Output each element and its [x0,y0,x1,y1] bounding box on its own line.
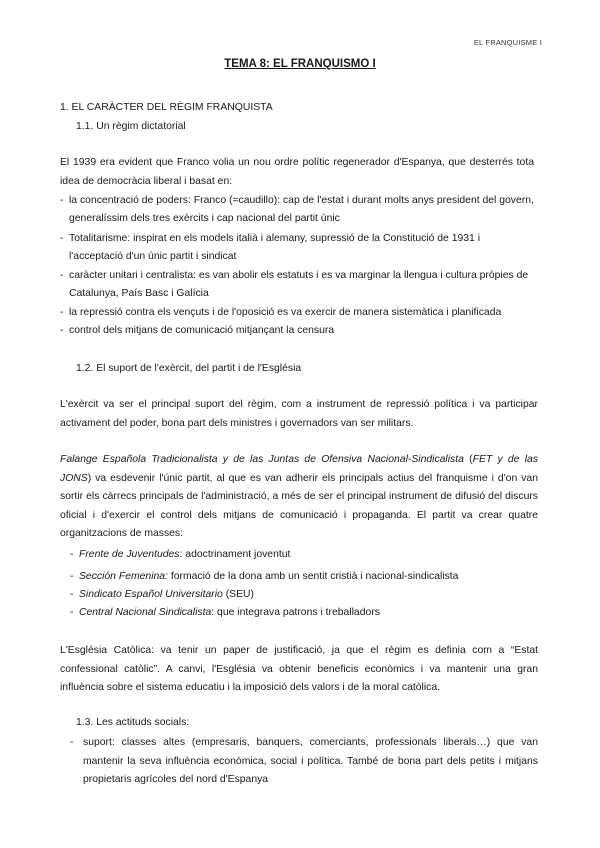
church-paragraph: L'Església Catòlica: va tenir un paper de justificació, ja que el règim es definia com a “Estat confessional catòlic”. A canvi, l'Església va obtenir beneficis econòmics i va mantenir una gran influència sobre el sistema educatiu i la imposició dels valors i de la moral catòlica. [60,645,538,693]
subsection-heading-1-3: 1.3. Les actituds socials: [76,717,190,728]
subsection-heading-1-1: 1.1. Un règim dictatorial [76,121,186,132]
page-title: TEMA 8: EL FRANQUISMO I [224,58,376,70]
paren: ( [463,454,473,465]
list-item: - Central Nacional Sindicalista: que integrava patrons i treballadors [70,607,380,618]
army-paragraph: L'exèrcit va ser el principal suport del règim, com a instrument de repressió política i va participar activament del poder, bona part dels ministres i governadors van ser militars. [60,399,538,429]
list-item-text: la concentració de poders: Franco (=caudillo): cap de l'estat i durant molts anys president del govern, generalíssim dels tres exèrcits i cap nacional del partit únic [69,195,534,224]
list-item: - Totalitarisme: inspirat en els models italià i alemany, supressió de la Constitució de 1931 i l'acceptació d'un únic partit i sindicat [60,230,534,266]
running-header: EL FRANQUISME I [473,38,542,47]
list-item: - caràcter unitari i centralista: es van abolir els estatuts i es va marginar la llengua i cultura pròpies de Catalunya, País Basc i Galícia [60,267,538,303]
list-item-text: caràcter unitari i centralista: es van abolir els estatuts i es va marginar la llengua i cultura pròpies de Catalunya, País Basc i Galícia [69,270,529,299]
falange-paragraph [60,451,538,544]
falange-name: Falange Española Tradicionalista y de las Juntas de Ofensiva Nacional-Sindicalista [60,454,464,465]
org-name: Central Nacional Sindicalista [79,607,212,618]
subsection-heading-1-2: 1.2. El suport de l'exèrcit, del partit i de l'Església [76,363,302,374]
org-desc: (SEU) [222,589,254,600]
falange-acronym: FET y de las JONS [60,454,538,484]
falange-text: ) va esdevenir l'únic partit, al que es van adherir els principals actius del franquisme i d'on van sortir els càrrecs principals de l'administració, a més de ser el principal instrument de difusió del discurs oficial i d'exercir el control dels mitjans de comunicació i propaganda. El partit va crear quatre organitzacions de masses: [60,472,538,539]
list-item: - la repressió contra els vençuts i de l'oposició es va exercir de manera sistemàtica i planificada [60,304,538,322]
org-name: Sección Femenina: [79,571,168,582]
org-desc: : que integrava patrons i treballadors [211,607,380,618]
org-desc: formació de la dona amb un sentit cristià i nacional-sindicalista [167,571,459,582]
list-item: - la concentració de poders: Franco (=caudillo): cap de l'estat i durant molts anys president del govern, generalíssim dels tres exèrcits i cap nacional del partit únic [60,192,534,228]
list-item: - control dels mitjans de comunicació mitjançant la censura [60,322,538,340]
list-item: - Frente de Juventudes: adoctrinament joventut [70,549,291,560]
org-name: Frente de Juventudes [79,549,180,560]
list-item: - suport: classes altes (empresaris, banquers, comerciants, professionals liberals…) que van mantenir la seva influència econòmica, social i política. També de bona part dels petits i mitjans propietaris agrícoles del nord d'Espanya [70,734,538,790]
section-heading: 1. EL CARÀCTER DEL RÈGIM FRANQUISTA [60,102,273,113]
list-item-text: control dels mitjans de comunicació mitjançant la censura [69,325,335,336]
list-item: - Sindicato Español Universitario (SEU) [70,589,254,600]
list-item: - Sección Femenina: formació de la dona amb un sentit cristià i nacional-sindicalista [70,571,459,582]
list-item-text: Totalitarisme: inspirat en els models italià i alemany, supressió de la Constitució de 1931 i l'acceptació d'un únic partit i sindicat [69,233,481,262]
org-desc: : adoctrinament joventut [179,549,291,560]
list-item-text: la repressió contra els vençuts i de l'oposició es va exercir de manera sistemàtica i planificada [69,307,502,318]
org-name: Sindicato Español Universitario [79,589,223,600]
list-item-text: suport: classes altes (empresaris, banquers, comerciants, professionals liberals…) que van mantenir la seva influència econòmica, social i política. També de bona part dels petits i mitjans propietaris agrícoles del nord d'Espanya [83,737,538,785]
intro-paragraph: El 1939 era evident que Franco volia un nou ordre polític regenerador d'Espanya, que desterrés tota idea de democràcia liberal i basat en: [60,157,534,187]
